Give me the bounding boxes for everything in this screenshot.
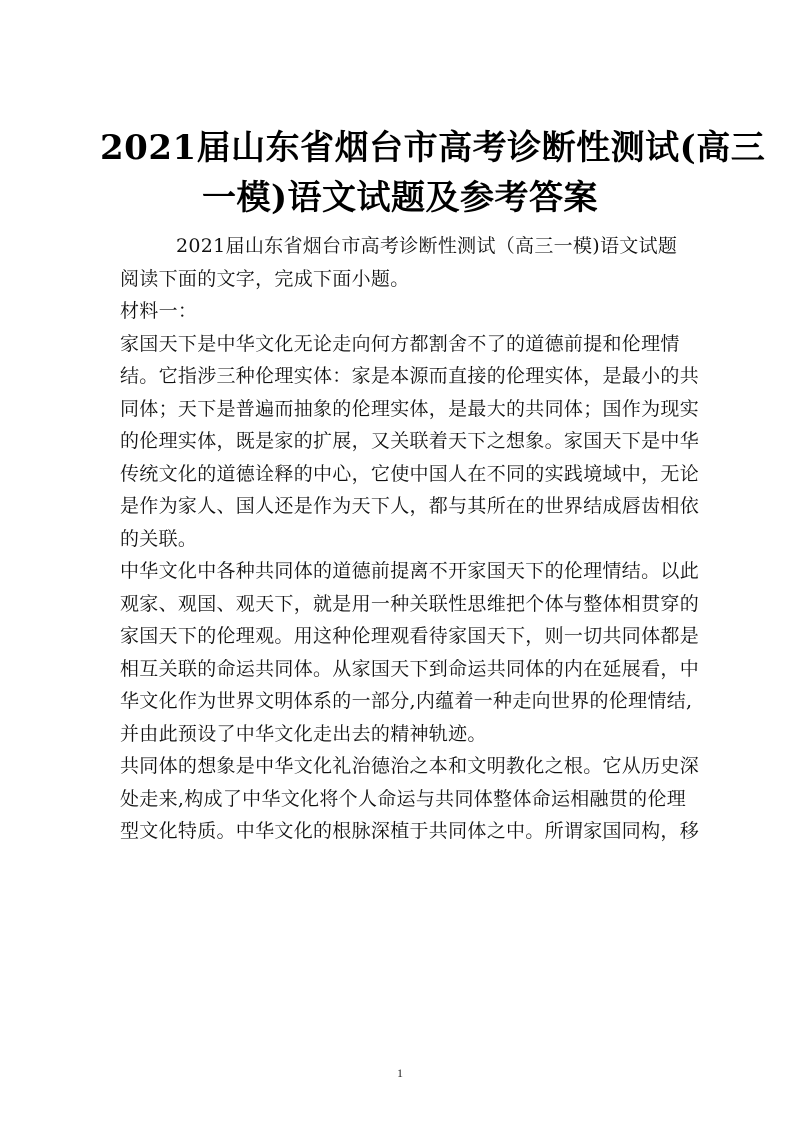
paragraph-line: 同体；天下是普遍而抽象的伦理实体，是最大的共同体；国作为现实	[120, 397, 700, 420]
document-body	[120, 230, 700, 848]
paragraph-line: 传统文化的道德诠释的中心，它使中国人在不同的实践境域中，无论	[120, 462, 700, 485]
paragraph-line: 观家、观国、观天下，就是用一种关联性思维把个体与整体相贯穿的	[120, 592, 700, 615]
title-line-2: 一模)语文试题及参考答案	[201, 177, 599, 218]
paragraph-line: 结。它指涉三种伦理实体：家是本源而直接的伦理实体，是最小的共	[120, 365, 700, 387]
paragraph-line: 相互关联的命运共同体。从家国天下到命运共同体的内在延展看，中	[120, 657, 700, 680]
paragraph-line: 中华文化中各种共同体的道德前提离不开家国天下的伦理情结。以此	[120, 560, 700, 582]
paragraph-1	[120, 328, 700, 556]
reading-instruction: 阅读下面的文字，完成下面小题。	[120, 267, 410, 290]
paragraph-line: 处走来,构成了中华文化将个人命运与共同体整体命运相融贯的伦理	[120, 787, 687, 810]
paragraph-line: 家国天下的伦理观。用这种伦理观看待家国天下，则一切共同体都是	[120, 625, 700, 647]
page-number: 1	[397, 1066, 403, 1080]
paragraph-line: 共同体的想象是中华文化礼治德治之本和文明教化之根。它从历史深	[120, 755, 700, 777]
paragraph-line: 型文化特质。中华文化的根脉深植于共同体之中。所谓家国同构，移	[120, 820, 700, 842]
paragraph-line: 并由此预设了中华文化走出去的精神轨迹。	[120, 722, 487, 745]
document-subtitle: 2021届山东省烟台市高考诊断性测试（高三一模)语文试题	[176, 235, 678, 257]
material-label: 材料一：	[120, 300, 198, 322]
paragraph-line: 是作为家人、国人还是作为天下人，都与其所在的世界结成唇齿相依	[120, 495, 700, 517]
paragraph-3	[120, 750, 700, 848]
paragraph-line: 的关联。	[120, 527, 198, 550]
paragraph-line: 的伦理实体，既是家的扩展，又关联着天下之想象。家国天下是中华	[120, 430, 700, 452]
paragraph-2	[120, 555, 700, 750]
paragraph-line: 华文化作为世界文明体系的一部分,内蕴着一种走向世界的伦理情结,	[120, 690, 693, 712]
paragraph-line: 家国天下是中华文化无论走向何方都割舍不了的道德前提和伦理情	[120, 332, 680, 355]
document-title	[100, 123, 766, 223]
title-line-1: 2021届山东省烟台市高考诊断性测试(高三	[100, 127, 766, 168]
